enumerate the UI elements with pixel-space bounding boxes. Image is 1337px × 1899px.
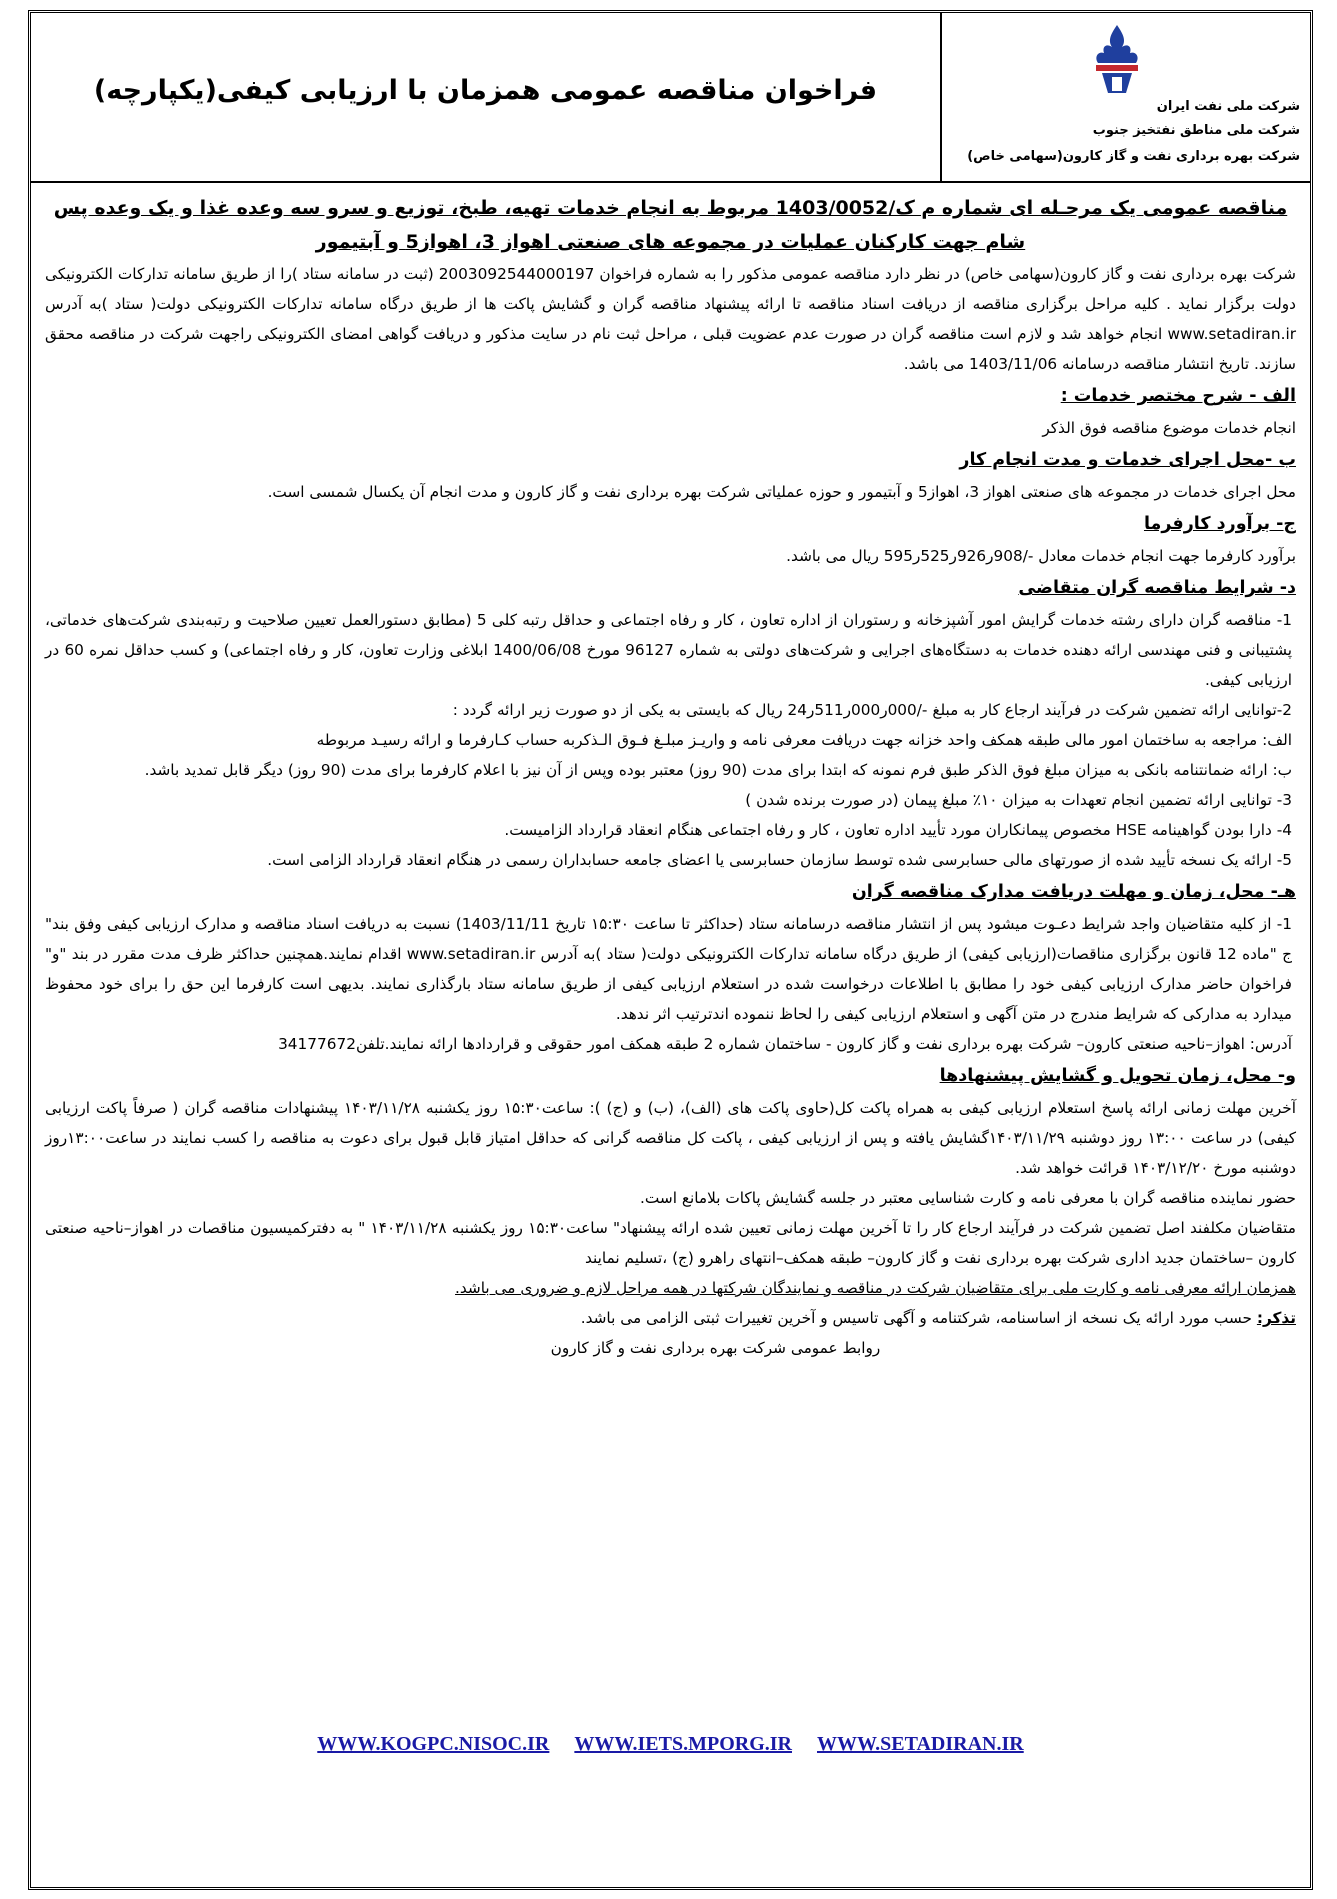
- he-item-1: 1- از کلیه متقاضیان واجد شرایط دعـوت میشود پس از انتشار مناقصه درسامانه ستاد (حداکثر تا ساعت ۱۵:۳۰ تاریخ 1403/11/11) نسبت به دریافت اسناد مناقصه و مدارک ارزیابی کیفی وفق بند" ج "ماده 12 قانون برگزاری مناقصات(ارزیابی کیفی) از طریق درگاه سامانه تدارکات الکترونیکی دولت( ستاد )به آدرس www.setadiran.ir اقدام نمایند.همچنین حداکثر ظرف مدت مقرر در بند "و" فراخوان حاضر مدارک ارزیابی کیفی خود را مطابق با اطلاعات درخواست شده در استعلام ارزیابی کیفی از طریق سامانه ستاد بارگذاری نمایند. بدیهی است کارفرما این حق را برای خود محفوظ میدارد به مدارکی که شرایط مندرج در متن آگهی و استعلام ارزیابی کیفی را لحاظ ننموده اندترتیب اثر ندهد.: [45, 915, 1292, 1023]
- notice-frame: [28, 10, 1313, 1890]
- intro-paragraph: شرکت بهره برداری نفت و گاز کارون(سهامی خاص) در نظر دارد مناقصه عمومی مذکور را به شماره فراخوان 2003092544000197 (ثبت در سامانه ستاد )را از طریق سامانه تدارکات الکترونیکی دولت برگزار نماید . کلیه مراحل برگزاری مناقصه از دریافت اسناد مناقصه تا ارائه پیشنهاد مناقصه گران و گشایش پاکت ها از طریق درگاه سامانه تدارکات الکترونیکی دولت( ستاد )به آدرس www.setadiran.ir انجام خواهد شد و لازم است مناقصه گران در صورت عدم عضویت قبلی ، مراحل ثبت نام در سایت مذکور و دریافت گواهی امضای الکترونیکی راجهت شرکت در مناقصه محقق سازند. تاریخ انتشار مناقصه درسامانه 1403/11/06 می باشد.: [45, 265, 1296, 373]
- section-he-title: هـ- محل، زمان و مهلت دریافت مدارک مناقصه گران: [851, 882, 1296, 902]
- vav-paragraph-1: آخرین مهلت زمانی ارائه پاسخ استعلام ارزیابی کیفی به همراه پاکت کل(حاوی پاکت های (الف)، (ب) و (ج) ): ساعت۱۵:۳۰ روز یکشنبه ۱۴۰۳/۱۱/۲۸ پیشنهادات مناقصه گران ( صرفاً پاکت ارزیابی کیفی) در ساعت ۱۳:۰۰ روز دوشنبه ۱۴۰۳/۱۱/۲۹گشایش یافته و پس از ارزیابی کیفی ، پاکت کل مناقصه گرانی که حداقل امتیاز قابل قبول برای دعوت به مناقصه را کسب نمایند در ساعت۱۳:۰۰روز دوشنبه مورخ ۱۴۰۳/۱۲/۲۰ قرائت خواهد شد.: [45, 1099, 1296, 1177]
- logo-box: [940, 13, 1310, 181]
- note-label: تذکر:: [1256, 1309, 1296, 1327]
- footer-links: [31, 1733, 1310, 1756]
- dal-item-2b: ب: ارائه ضمانتنامه بانکی به میزان مبلغ فوق الذکر طبق فرم نمونه که ابتدا برای مدت (90 روز) معتبر بوده وپس از آن نیز با اعلام کارفرما برای مدت (90 روز) دیگر قابل تمدید باشد.: [144, 761, 1292, 779]
- note-paragraph: [45, 1303, 1296, 1333]
- header: [31, 13, 1310, 183]
- section-jim-title: ج- برآورد کارفرما: [1143, 514, 1296, 534]
- link-iets[interactable]: WWW.IETS.MPORG.IR: [574, 1733, 792, 1755]
- link-setadiran[interactable]: WWW.SETADIRAN.IR: [817, 1733, 1024, 1755]
- section-be-title: ب -محل اجرای خدمات و مدت انجام کار: [959, 450, 1296, 470]
- org-name-nioc: شرکت ملی نفت ایران: [1156, 99, 1300, 114]
- org-name-nisoc: شرکت ملی مناطق نفتخیز جنوب: [1092, 123, 1300, 138]
- signature: روابط عمومی شرکت بهره برداری نفت و گاز کارون: [550, 1339, 881, 1357]
- dal-item-4: 4- دارا بودن گواهینامه HSE مخصوص پیمانکاران مورد تأیید اداره تعاون ، کار و رفاه اجتماعی هنگام انعقاد قرارداد الزامیست.: [504, 821, 1292, 839]
- section-alef-text: انجام خدمات موضوع مناقصه فوق الذکر: [1042, 419, 1296, 437]
- dal-item-2a: الف: مراجعه به ساختمان امور مالی طبقه همکف واحد خزانه جهت دریافت معرفی نامه و واریـز مبلـغ فـوق الـذکربه حساب کـارفرما و ارائه رسیـد مربوطه: [316, 731, 1292, 749]
- section-dal-title: د- شرایط مناقصه گران متقاضی: [1018, 578, 1296, 598]
- dal-item-3: 3- توانایی ارائه تضمین انجام تعهدات به میزان ۱۰٪ مبلغ پیمان (در صورت برنده شدن ): [745, 791, 1292, 809]
- section-alef-title: الف - شرح مختصر خدمات :: [1060, 386, 1296, 406]
- nioc-logo-icon: [1082, 21, 1152, 97]
- dal-item-5: 5- ارائه یک نسخه تأیید شده از صورتهای مالی حسابرسی شده توسط سازمان حسابرسی یا اعضای جامعه حسابداران رسمی در هنگام انعقاد قرارداد الزامی است.: [267, 851, 1292, 869]
- section-jim-text: برآورد کارفرما جهت انجام خدمات معادل -/908ر926ر525ر595 ریال می باشد.: [786, 547, 1296, 565]
- note-text: حسب مورد ارائه یک نسخه از اساسنامه، شرکتنامه و آگهی تاسیس و آخرین تغییرات ثبتی الزامی می باشد.: [580, 1309, 1253, 1327]
- page-title: فراخوان مناقصه عمومی همزمان با ارزیابی کیفی(یکپارچه): [93, 75, 878, 106]
- vav-paragraph-3: متقاضیان مکلفند اصل تضمین شرکت در فرآیند ارجاع کار را تا آخرین مهلت زمانی تعیین شده ارائه پیشنهاد" ساعت۱۵:۳۰ روز یکشنبه ۱۴۰۳/۱۱/۲۸ " به دفترکمیسیون مناقصات در اهواز–ناحیه صنعتی کارون –ساختمان جدید اداری شرکت بهره برداری نفت و گاز کارون– طبقه همکف–انتهای راهرو (ج) ،تسلیم نمایند: [45, 1219, 1296, 1267]
- dal-item-1: 1- مناقصه گران دارای رشته خدمات گرایش امور آشپزخانه و رستوران از اداره تعاون ، کار و رفاه اجتماعی و حداقل رتبه کلی 5 (مطابق دستورالعمل تعیین صلاحیت و رتبه‌بندی شرکت‌های خدماتی، پشتیبانی و فنی مهندسی ارائه دهنده خدمات به دستگاه‌های اجرایی و شرکت‌های دولتی به شماره 96127 مورخ 1400/06/08 ابلاغی وزارت تعاون، کار و رفاه اجتماعی) و کسب حداقل نمره 60 در ارزیابی کیفی.: [45, 611, 1293, 689]
- vav-paragraph-2: حضور نماینده مناقصه گران با معرفی نامه و کارت شناسایی معتبر در جلسه گشایش پاکات بلامانع است.: [640, 1189, 1296, 1207]
- vav-paragraph-4: همزمان ارائه معرفی نامه و کارت ملی برای متقاضیان شرکت در مناقصه و نمایندگان شرکتها در همه مراحل لازم و ضروری می باشد.: [455, 1279, 1296, 1297]
- section-be-text: محل اجرای خدمات در مجموعه های صنعتی اهواز 3، اهواز5 و آبتیمور و حوزه عملیاتی شرکت بهره برداری نفت و گاز کارون و مدت انجام آن یکسال شمسی است.: [267, 483, 1296, 501]
- notice-body: [45, 191, 1296, 1363]
- subject-line-2: شام جهت کارکنان عملیات در مجموعه های صنعتی اهواز 3، اهواز5 و آبتیمور: [315, 231, 1026, 253]
- link-kogpc[interactable]: WWW.KOGPC.NISOC.IR: [317, 1733, 550, 1755]
- section-vav-title: و- محل، زمان تحویل و گشایش پیشنهادها: [939, 1066, 1296, 1086]
- dal-item-2: 2-توانایی ارائه تضمین شرکت در فرآیند ارجاع کار به مبلغ -/000ر000ر511ر24 ریال که بایستی به یکی از دو صورت زیر ارائه گردد :: [452, 701, 1292, 719]
- subject-line-1: مناقصه عمومی یک مرحـله ای شماره م ک/1403/0052 مربوط به انجام خدمات تهیه، طبخ، توزیع و سرو سه وعده غذا و یک وعده پس: [53, 197, 1288, 219]
- org-name-karun: شرکت بهره برداری نفت و گاز کارون(سهامی خاص): [967, 149, 1300, 164]
- he-address: آدرس: اهواز–ناحیه صنعتی کارون– شرکت بهره برداری نفت و گاز کارون - ساختمان شماره 2 طبقه همکف امور حقوقی و قراردادها ارائه نمایند.تلفن34177672: [278, 1035, 1292, 1053]
